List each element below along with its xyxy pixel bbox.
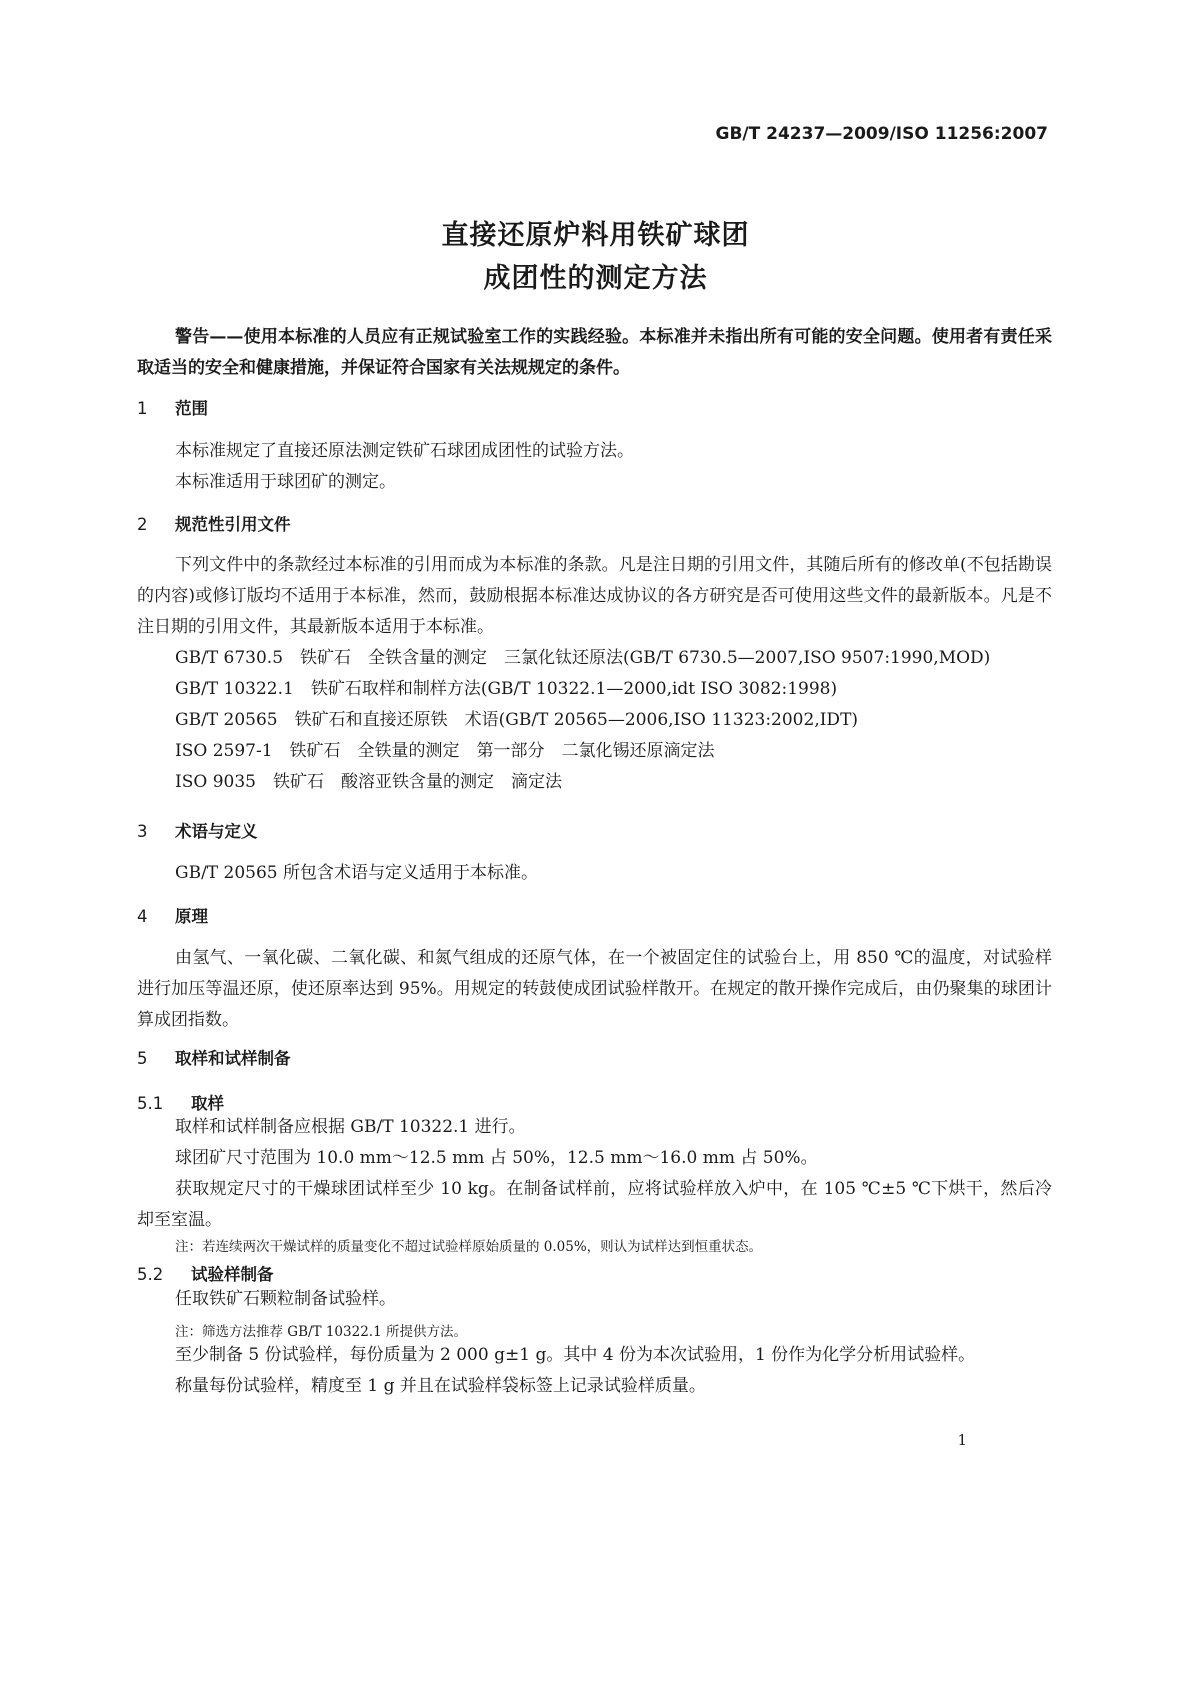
section-3-heading bbox=[137, 818, 1052, 842]
section-5-2-note: 注：筛选方法推荐 GB/T 10322.1 所提供方法。 bbox=[175, 1324, 467, 1340]
section-1-line-1: 本标准规定了直接还原法测定铁矿石球团成团性的试验方法。 bbox=[175, 441, 634, 461]
section-3-text: GB/T 20565 所包含术语与定义适用于本标准。 bbox=[175, 863, 539, 883]
section-4-title: 原理 bbox=[175, 907, 208, 926]
section-5-2-heading bbox=[137, 1261, 1052, 1285]
section-3-number: 3 bbox=[137, 822, 148, 841]
section-1-number: 1 bbox=[137, 399, 148, 418]
section-2-heading bbox=[137, 511, 1052, 535]
section-5-2-line: 任取铁矿石颗粒制备试验样。 bbox=[175, 1289, 396, 1309]
section-4-number: 4 bbox=[137, 907, 148, 926]
section-5-2-paragraph: 至少制备 5 份试验样，每份质量为 2 000 g±1 g。其中 4 份为本次试验用，1 份作为化学分析用试验样。 bbox=[175, 1345, 976, 1365]
section-5-1-note: 注：若连续两次干燥试样的质量变化不超过试验样原始质量的 0.05%，则认为试样达到恒重状态。 bbox=[175, 1239, 763, 1255]
section-5-2-title: 试验样制备 bbox=[191, 1265, 274, 1284]
reference-2: GB/T 10322.1 铁矿石取样和制样方法(GB/T 10322.1—2000,idt ISO 3082:1998) bbox=[175, 679, 838, 699]
section-5-2-last-line: 称量每份试验样，精度至 1 g 并且在试验样袋标签上记录试验样质量。 bbox=[175, 1376, 706, 1396]
section-5-number: 5 bbox=[137, 1049, 148, 1068]
section-2-title: 规范性引用文件 bbox=[175, 515, 291, 534]
reference-4: ISO 2597-1 铁矿石 全铁量的测定 第一部分 二氯化锡还原滴定法 bbox=[175, 741, 715, 761]
section-2-number: 2 bbox=[137, 515, 148, 534]
reference-3: GB/T 20565 铁矿石和直接还原铁 术语(GB/T 20565—2006,ISO 11323:2002,IDT) bbox=[175, 710, 859, 730]
section-4-text: 由氢气、一氧化碳、二氧化碳、和氮气组成的还原气体，在一个被固定住的试验台上，用 850 ℃的温度，对试验样进行加压等温还原，使还原率达到 95%。用规定的转鼓使成团试验样散开。在规定的散开操作完成后，由仍聚集的球团计算成团指数。 bbox=[137, 948, 1052, 1030]
reference-5: ISO 9035 铁矿石 酸溶亚铁含量的测定 滴定法 bbox=[175, 772, 562, 792]
reference-1: GB/T 6730.5 铁矿石 全铁含量的测定 三氯化钛还原法(GB/T 6730.5—2007,ISO 9507:1990,MOD) bbox=[175, 648, 991, 668]
section-5-title: 取样和试样制备 bbox=[175, 1049, 291, 1068]
section-4-heading bbox=[137, 903, 1052, 927]
section-5-1-number: 5.1 bbox=[137, 1094, 164, 1113]
section-5-1-line-2: 球团矿尺寸范围为 10.0 mm～12.5 mm 占 50%，12.5 mm～16.0 mm 占 50%。 bbox=[175, 1148, 818, 1168]
section-5-2-number: 5.2 bbox=[137, 1265, 164, 1284]
document-title-line-1: 直接还原炉料用铁矿球团 bbox=[441, 220, 750, 251]
page-number: 1 bbox=[957, 1431, 967, 1449]
section-5-1-title: 取样 bbox=[191, 1094, 224, 1113]
section-1-title: 范围 bbox=[175, 399, 208, 418]
section-3-title: 术语与定义 bbox=[175, 822, 258, 841]
standard-code: GB/T 24237—2009/ISO 11256:2007 bbox=[715, 124, 1048, 144]
document-title-line-2: 成团性的测定方法 bbox=[483, 263, 708, 294]
section-5-1-paragraph: 获取规定尺寸的干燥球团试样至少 10 kg。在制备试样前，应将试验样放入炉中，在 105 ℃±5 ℃下烘干，然后冷却至室温。 bbox=[137, 1179, 1052, 1230]
section-5-1-line-1: 取样和试样制备应根据 GB/T 10322.1 进行。 bbox=[175, 1117, 526, 1137]
warning-paragraph: 警告——使用本标准的人员应有正规试验室工作的实践经验。本标准并未指出所有可能的安全问题。使用者有责任采取适当的安全和健康措施，并保证符合国家有关法规规定的条件。 bbox=[137, 327, 1052, 378]
section-1-heading bbox=[137, 395, 1052, 419]
section-2-intro: 下列文件中的条款经过本标准的引用而成为本标准的条款。凡是注日期的引用文件，其随后所有的修改单(不包括勘误的内容)或修订版均不适用于本标准，然而，鼓励根据本标准达成协议的各方研究是否可使用这些文件的最新版本。凡是不注日期的引用文件，其最新版本适用于本标准。 bbox=[137, 555, 1052, 637]
section-5-heading bbox=[137, 1045, 1052, 1069]
section-1-line-2: 本标准适用于球团矿的测定。 bbox=[175, 472, 396, 492]
section-5-1-heading bbox=[137, 1090, 1052, 1114]
